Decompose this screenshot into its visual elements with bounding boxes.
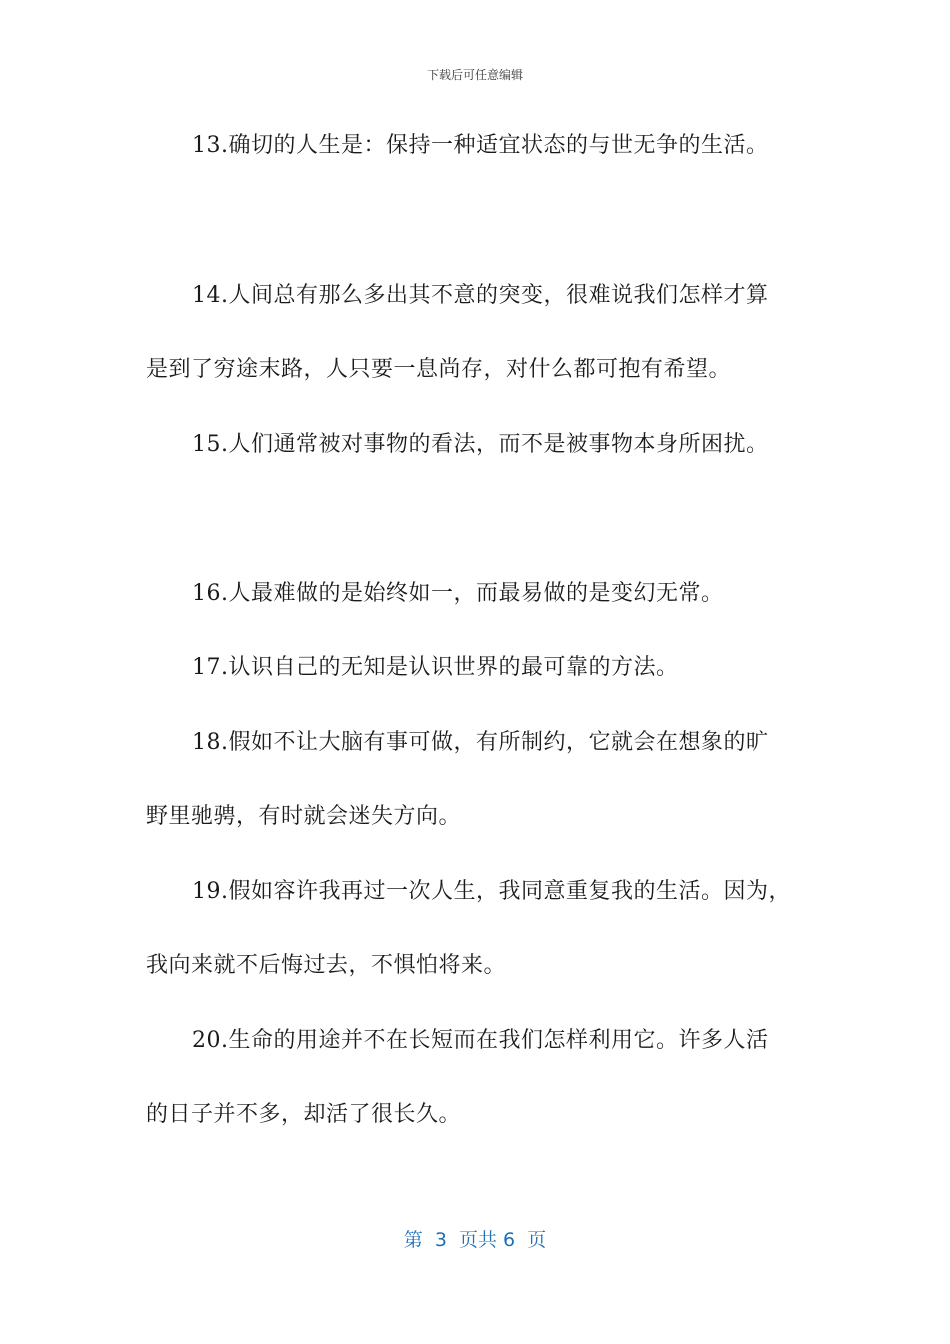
quote-13-line-1: 13.确切的人生是：保持一种适宜状态的与世无争的生活。 bbox=[192, 133, 769, 158]
quote-18-line-1: 18.假如不让大脑有事可做，有所制约，它就会在想象的旷 bbox=[192, 730, 769, 755]
quote-20-line-2: 的日子并不多，却活了很长久。 bbox=[146, 1102, 462, 1127]
quote-14-line-2: 是到了穷途末路，人只要一息尚存，对什么都可抱有希望。 bbox=[146, 357, 732, 382]
quote-14-line-1: 14.人间总有那么多出其不意的突变，很难说我们怎样才算 bbox=[192, 283, 769, 308]
quote-19-line-1: 19.假如容许我再过一次人生，我同意重复我的生活。因为， bbox=[192, 879, 791, 904]
quote-16-line-1: 16.人最难做的是始终如一，而最易做的是变幻无常。 bbox=[192, 581, 724, 606]
quote-20-line-1: 20.生命的用途并不在长短而在我们怎样利用它。许多人活 bbox=[192, 1028, 769, 1053]
quote-17-line-1: 17.认识自己的无知是认识世界的最可靠的方法。 bbox=[192, 655, 679, 680]
page-number: 第 3 页共 6 页 bbox=[403, 1229, 547, 1251]
quote-18-line-2: 野里驰骋，有时就会迷失方向。 bbox=[146, 804, 462, 829]
header-note: 下载后可任意编辑 bbox=[426, 68, 523, 82]
quote-19-line-2: 我向来就不后悔过去，不惧怕将来。 bbox=[146, 953, 507, 978]
quote-15-line-1: 15.人们通常被对事物的看法，而不是被事物本身所困扰。 bbox=[192, 432, 769, 457]
